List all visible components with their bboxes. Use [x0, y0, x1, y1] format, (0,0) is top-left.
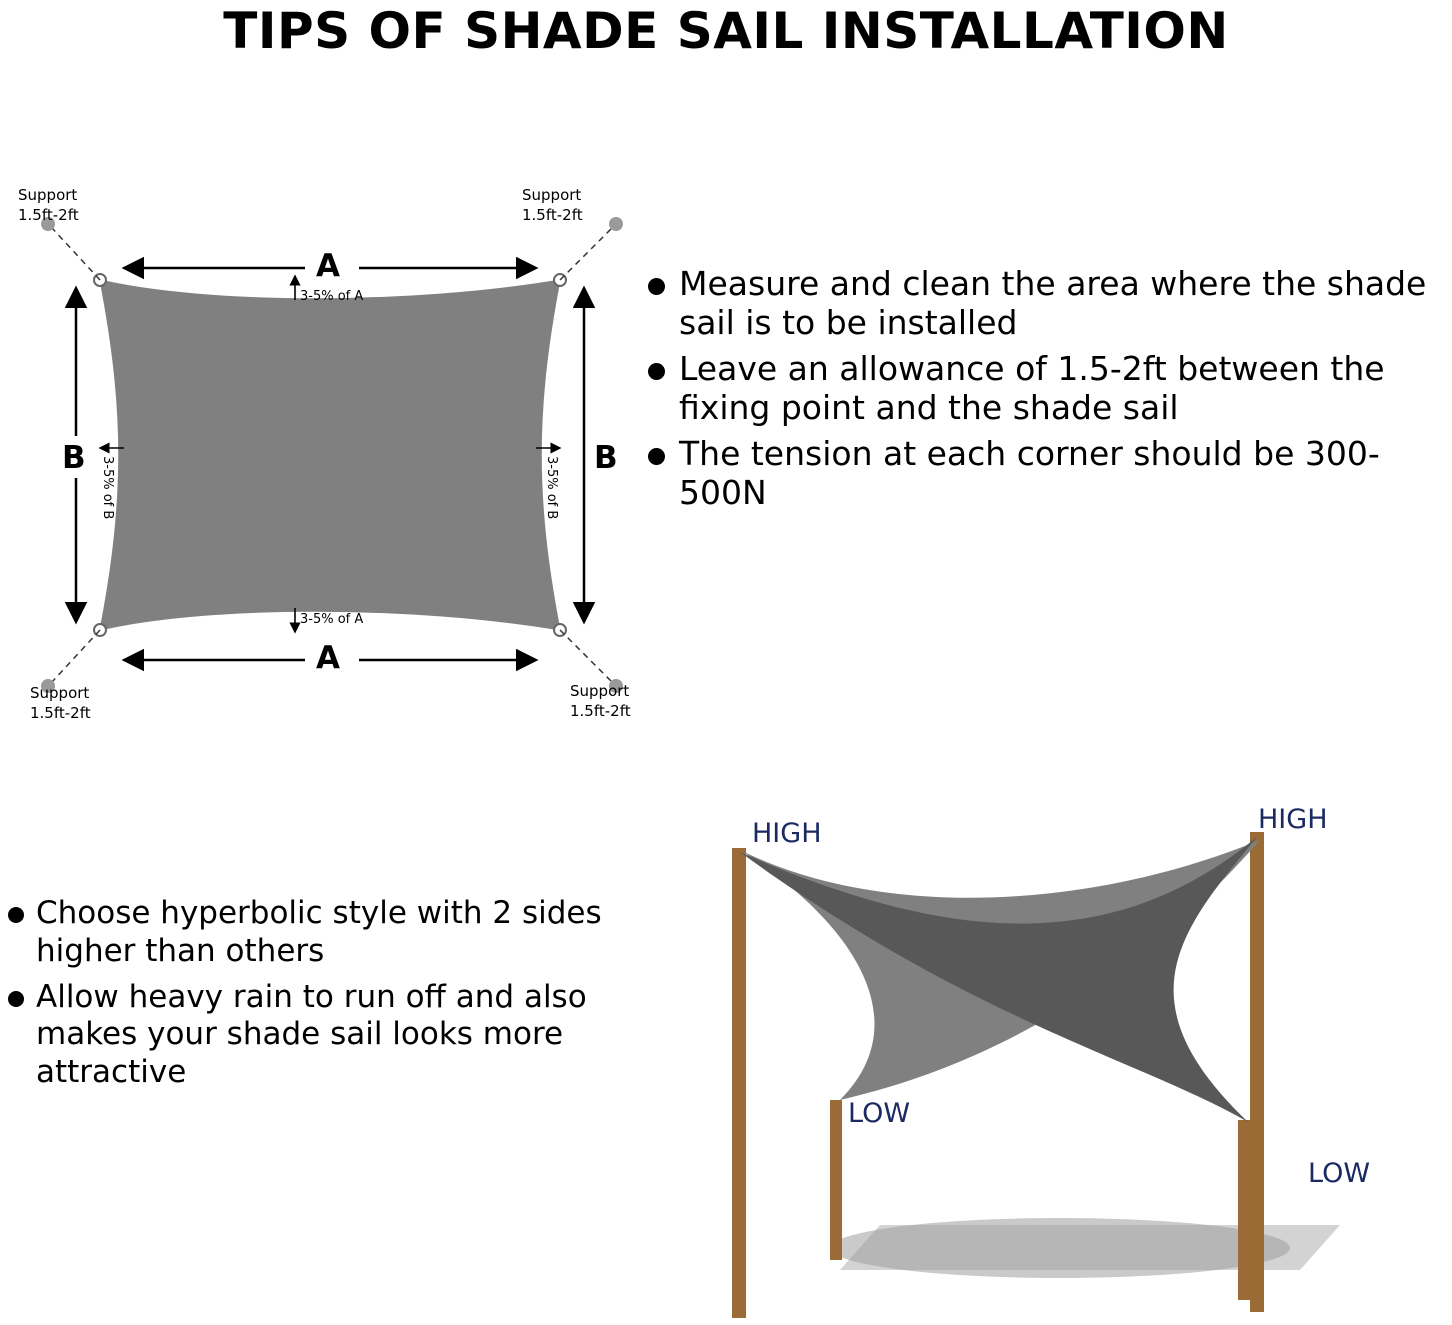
bullet-icon — [8, 907, 24, 923]
tip-text: The tension at each corner should be 300-500N — [679, 434, 1380, 513]
installation-tips-list — [648, 265, 1448, 521]
list-item — [0, 979, 630, 1092]
support-value-top-left: 1.5ft-2ft — [18, 206, 79, 224]
pole-right-high — [1250, 832, 1264, 1312]
support-label-bottom-right: Support — [570, 682, 630, 700]
dimension-label-left: B — [62, 440, 86, 476]
ground-shadow-band — [840, 1225, 1340, 1270]
dimension-label-top: A — [316, 248, 340, 284]
hyperbolic-sail-illustration — [640, 770, 1452, 1325]
list-item — [648, 435, 1448, 512]
pole-left-high — [732, 848, 746, 1318]
curve-note-bottom: 3-5% of A — [300, 612, 364, 627]
support-line — [560, 630, 612, 682]
bullet-icon — [648, 278, 665, 295]
dimension-label-right: B — [594, 440, 618, 476]
curve-note-right: 3-5% of B — [544, 456, 559, 520]
style-tip-text: Allow heavy rain to run off and also makes your shade sail looks more attractive — [36, 978, 587, 1091]
pole-left-low — [830, 1100, 842, 1260]
curve-note-left: 3-5% of B — [100, 456, 115, 520]
tip-text: Leave an allowance of 1.5-2ft between the fixing point and the shade sail — [679, 349, 1385, 427]
support-label-top-right: Support — [522, 186, 582, 204]
shade-sail-dimensions-diagram — [0, 160, 660, 740]
anchor-point — [609, 217, 623, 231]
list-item — [648, 350, 1448, 427]
style-tips-list — [0, 895, 630, 1100]
support-value-top-right: 1.5ft-2ft — [522, 206, 583, 224]
bullet-icon — [8, 991, 24, 1007]
bullet-icon — [648, 363, 665, 380]
tip-text: Measure and clean the area where the shade sail is to be installed — [679, 264, 1427, 342]
label-high-right: HIGH — [1258, 804, 1328, 835]
page-title: TIPS OF SHADE SAIL INSTALLATION — [223, 2, 1229, 60]
pole-right-low — [1238, 1120, 1251, 1300]
curve-note-top: 3-5% of A — [300, 289, 364, 304]
label-high-left: HIGH — [752, 818, 822, 849]
support-line — [52, 630, 100, 682]
support-value-bottom-right: 1.5ft-2ft — [570, 702, 631, 720]
dimension-label-bottom: A — [316, 640, 340, 676]
support-label-top-left: Support — [18, 186, 78, 204]
sail-shape — [100, 280, 560, 630]
bullet-icon — [648, 448, 665, 465]
support-value-bottom-left: 1.5ft-2ft — [30, 704, 91, 722]
support-label-bottom-left: Support — [30, 684, 90, 702]
list-item — [0, 895, 630, 971]
support-line — [560, 228, 612, 280]
style-tip-text: Choose hyperbolic style with 2 sides higher than others — [36, 895, 602, 969]
list-item — [648, 265, 1448, 342]
support-line — [52, 228, 100, 280]
label-low-right: LOW — [1308, 1158, 1371, 1189]
label-low-left: LOW — [848, 1098, 911, 1129]
